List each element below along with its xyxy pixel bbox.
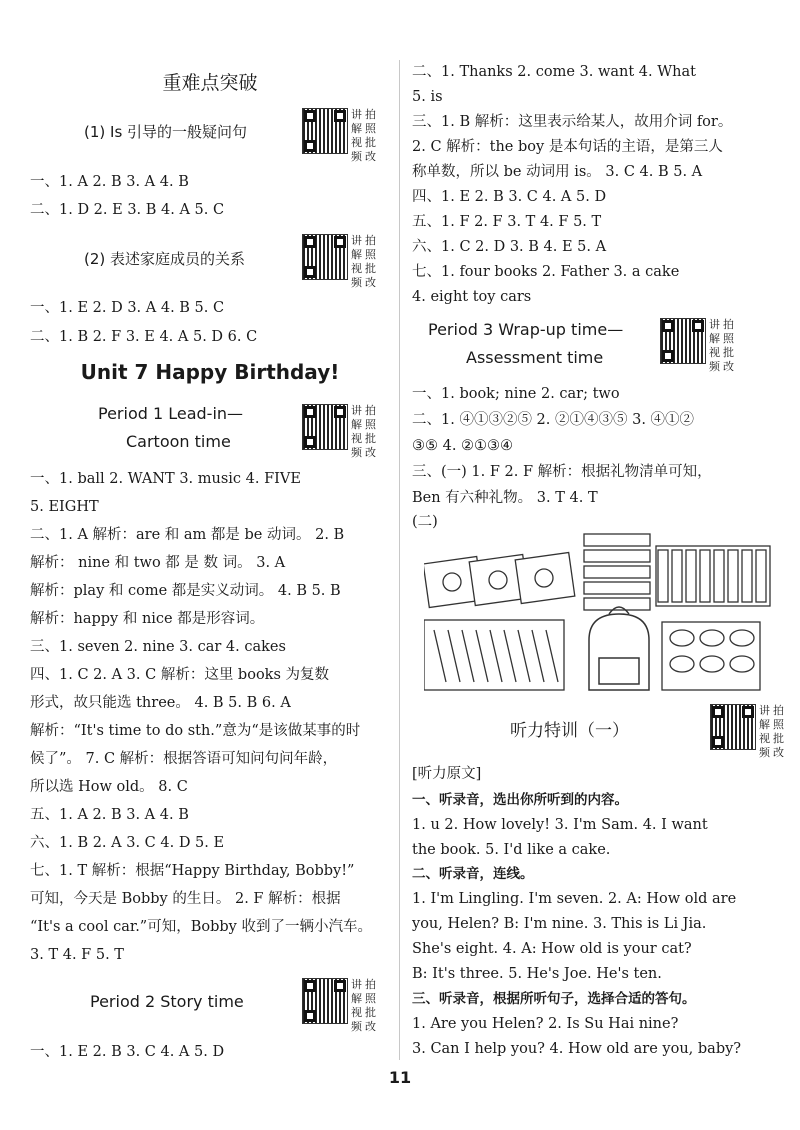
qr-label: 讲 拍 解 照 视 批 频 改 bbox=[351, 108, 376, 163]
period-2-title: Period 2 Story time bbox=[90, 992, 244, 1011]
answer-line: 一、1. book; nine 2. car; two bbox=[412, 386, 620, 402]
answer-line: 二、1. ④①③②⑤ 2. ②①④③⑤ 3. ④①② bbox=[412, 412, 695, 428]
answer-line: 称单数，所以 be 动词用 is。 3. C 4. B 5. A bbox=[412, 164, 703, 180]
answer-line: 3. T 4. F 5. T bbox=[30, 947, 124, 963]
period-1-title: Period 1 Lead-in— bbox=[98, 404, 244, 423]
answer-line: 候了”。 7. C 解析：根据答语可知问句问年龄， bbox=[30, 751, 338, 767]
answer-line: 一、1. A 2. B 3. A 4. B bbox=[30, 174, 189, 190]
qr-code-3[interactable] bbox=[302, 404, 379, 460]
answer-line: 一、1. ball 2. WANT 3. music 4. FIVE bbox=[30, 471, 301, 487]
answer-line: 解析： nine 和 two 都 是 数 词。 3. A bbox=[30, 555, 286, 571]
answer-line: 六、1. B 2. A 3. C 4. D 5. E bbox=[30, 835, 225, 851]
answer-line: 2. C 解析：the boy 是本句话的主语，是第三人 bbox=[412, 139, 723, 155]
answer-line: 解析：happy 和 nice 都是形容词。 bbox=[30, 611, 265, 627]
answer-line: 解析：“It's time to do sth.”意为“是该做某事的时 bbox=[30, 723, 361, 739]
qr-label: 讲 拍 解 照 视 批 频 改 bbox=[351, 978, 376, 1033]
answer-line: B: It's three. 5. He's Joe. He's ten. bbox=[412, 966, 662, 982]
answer-line: 形式，故只能选 three。 4. B 5. B 6. A bbox=[30, 695, 291, 711]
qr-code-icon bbox=[302, 108, 348, 154]
answer-line: you, Helen? B: I'm nine. 3. This is Li Jia. bbox=[412, 916, 707, 932]
gift-illustration bbox=[424, 530, 772, 696]
answer-line: 3. Can I help you? 4. How old are you, baby? bbox=[412, 1041, 742, 1057]
answer-line: 解析：play 和 come 都是实义动词。 4. B 5. B bbox=[30, 583, 341, 599]
qr-code-icon bbox=[710, 704, 756, 750]
answer-line: ③⑤ 4. ②①③④ bbox=[412, 438, 514, 454]
answer-line: 六、1. C 2. D 3. B 4. E 5. A bbox=[412, 239, 607, 255]
section-title: 重难点突破 bbox=[162, 72, 258, 94]
answer-line: 1. u 2. How lovely! 3. I'm Sam. 4. I want bbox=[412, 817, 708, 833]
qr-code-icon bbox=[302, 234, 348, 280]
qr-code-1[interactable] bbox=[302, 108, 379, 164]
erasers-drawing bbox=[662, 622, 760, 690]
answer-line: “It's a cool car.”可知，Bobby 收到了一辆小汽车。 bbox=[30, 919, 372, 935]
answer-line: 5. is bbox=[412, 89, 443, 105]
answer-line: the book. 5. I'd like a cake. bbox=[412, 842, 611, 858]
answer-line: Ben 有六种礼物。 3. T 4. T bbox=[412, 490, 598, 506]
answer-line: 三、听录音，根据所听句子，选择合适的答句。 bbox=[412, 991, 696, 1007]
qr-code-4[interactable] bbox=[302, 978, 379, 1034]
qr-label: 讲 拍 解 照 视 批 频 改 bbox=[709, 318, 734, 373]
answer-line: 四、1. C 2. A 3. C 解析：这里 books 为复数 bbox=[30, 667, 330, 683]
rulers-drawing bbox=[584, 534, 650, 610]
pencils-drawing bbox=[424, 620, 564, 690]
answer-line: 五、1. F 2. F 3. T 4. F 5. T bbox=[412, 214, 602, 230]
period-3-subtitle: Assessment time bbox=[466, 348, 604, 367]
answer-line: 一、1. E 2. B 3. C 4. A 5. D bbox=[30, 1044, 225, 1060]
schoolbag-drawing bbox=[589, 607, 649, 690]
qr-code-5[interactable] bbox=[660, 318, 737, 374]
answer-line: 二、1. Thanks 2. come 3. want 4. What bbox=[412, 64, 696, 80]
unit-title: Unit 7 Happy Birthday! bbox=[80, 360, 340, 384]
listening-title: 听力特训（一） bbox=[510, 721, 629, 741]
answer-line: 二、1. A 解析：are 和 am 都是 be 动词。 2. B bbox=[30, 527, 345, 543]
answer-line: 七、1. four books 2. Father 3. a cake bbox=[412, 264, 680, 280]
answer-line: 1. Are you Helen? 2. Is Su Hai nine? bbox=[412, 1016, 679, 1032]
qr-code-2[interactable] bbox=[302, 234, 379, 290]
qr-label: 讲 拍 解 照 视 批 频 改 bbox=[759, 704, 784, 759]
answer-line: (二) bbox=[412, 514, 438, 530]
qr-code-icon bbox=[302, 404, 348, 450]
answer-line: 一、1. E 2. D 3. A 4. B 5. C bbox=[30, 300, 225, 316]
answer-line: 四、1. E 2. B 3. C 4. A 5. D bbox=[412, 189, 607, 205]
qr-code-icon bbox=[660, 318, 706, 364]
qr-label: 讲 拍 解 照 视 批 频 改 bbox=[351, 404, 376, 459]
column-divider bbox=[399, 60, 400, 1060]
qr-code-6[interactable] bbox=[710, 704, 787, 760]
answer-line: 1. I'm Lingling. I'm seven. 2. A: How old are bbox=[412, 891, 737, 907]
answer-line: 三、1. seven 2. nine 3. car 4. cakes bbox=[30, 639, 286, 655]
answer-line: 三、(一) 1. F 2. F 解析：根据礼物清单可知， bbox=[412, 464, 712, 480]
crayons-drawing bbox=[656, 546, 770, 606]
subsection-title-2: (2) 表述家庭成员的关系 bbox=[84, 250, 246, 268]
answer-line: 可知，今天是 Bobby 的生日。 2. F 解析：根据 bbox=[30, 891, 341, 907]
answer-line: 一、听录音，选出你所听到的内容。 bbox=[412, 792, 628, 808]
subsection-title-1: (1) Is 引导的一般疑问句 bbox=[84, 123, 248, 141]
answer-line: 4. eight toy cars bbox=[412, 289, 532, 305]
page-number: 11 bbox=[388, 1068, 412, 1087]
period-1-subtitle: Cartoon time bbox=[126, 432, 231, 451]
qr-code-icon bbox=[302, 978, 348, 1024]
answer-line: 二、听录音，连线。 bbox=[412, 866, 534, 882]
answer-line: She's eight. 4. A: How old is your cat? bbox=[412, 941, 692, 957]
period-3-title: Period 3 Wrap-up time— bbox=[428, 320, 624, 339]
answer-line: 二、1. B 2. F 3. E 4. A 5. D 6. C bbox=[30, 329, 258, 345]
answer-line: 二、1. D 2. E 3. B 4. A 5. C bbox=[30, 202, 225, 218]
answer-line: [听力原文] bbox=[412, 766, 482, 782]
books-drawing bbox=[424, 552, 575, 607]
qr-label: 讲 拍 解 照 视 批 频 改 bbox=[351, 234, 376, 289]
answer-line: 五、1. A 2. B 3. A 4. B bbox=[30, 807, 189, 823]
answer-line: 5. EIGHT bbox=[30, 499, 99, 515]
answer-line: 三、1. B 解析：这里表示给某人，故用介词 for。 bbox=[412, 114, 733, 130]
answer-line: 七、1. T 解析：根据“Happy Birthday, Bobby!” bbox=[30, 863, 355, 879]
answer-line: 所以选 How old。 8. C bbox=[30, 779, 188, 795]
